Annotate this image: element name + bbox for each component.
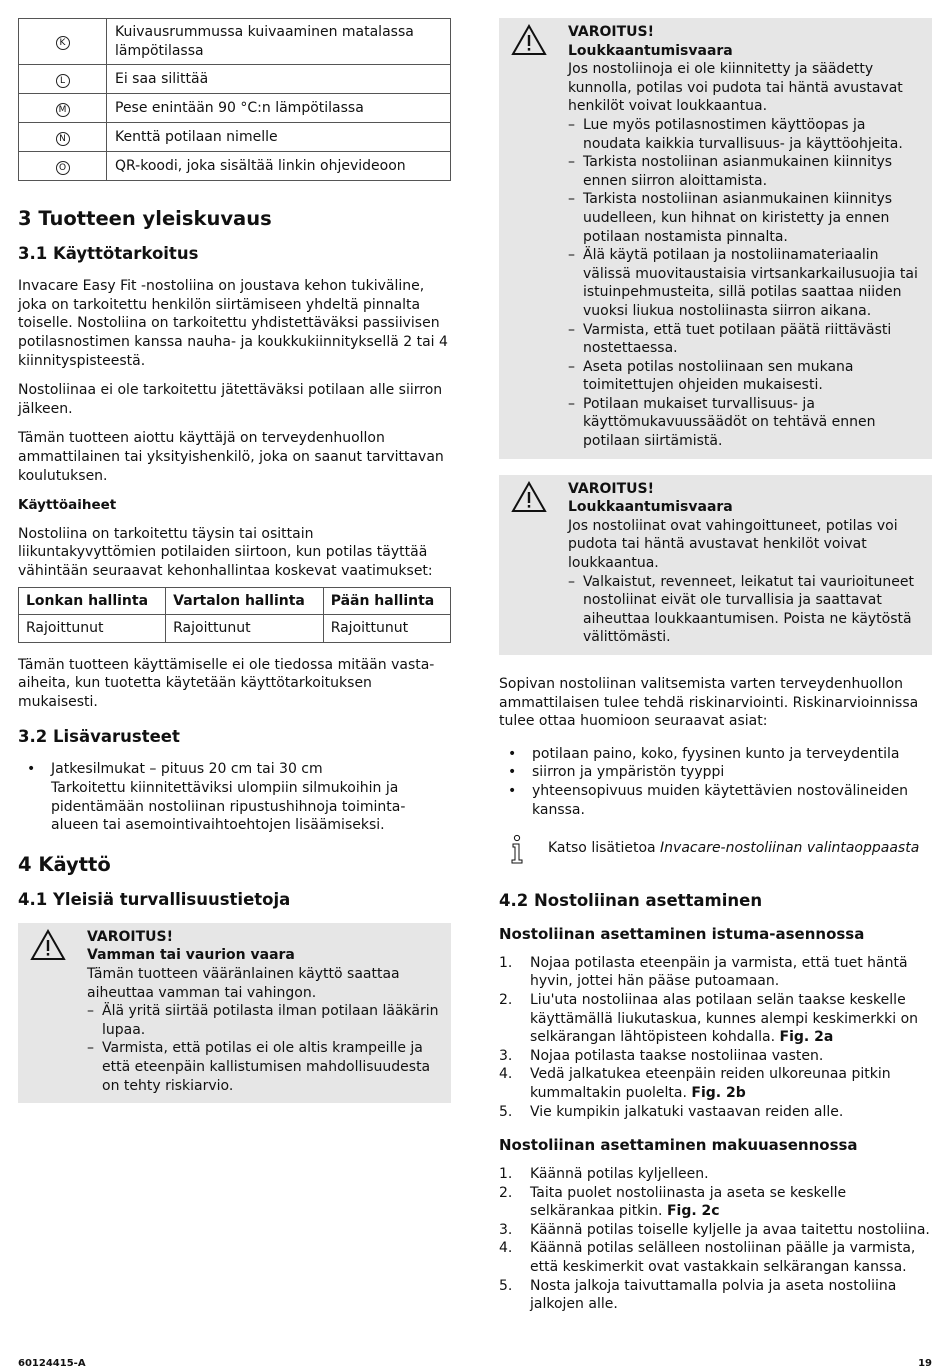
symbol-row — [19, 65, 451, 94]
table-cell: Rajoittunut — [323, 615, 450, 643]
intended-use-paragraph: Invacare Easy Fit -nostoliina on joustava kehon tukiväline, joka on tarkoitettu henkilön siirtämiseen yhdeltä pinnalta toiselle. Nostoliina on tarkoitettu yhdistettäväksi passiivisen potilasnostimen kanssa nauha- ja koukkukiinnityksellä 2 tai 4 kiinnityspisteestä. — [18, 278, 448, 369]
warning-box — [499, 18, 932, 459]
not-left-under-paragraph: Nostoliinaa ei ole tarkoitettu jätettäväksi potilaan alle siirron jälkeen. — [18, 382, 443, 417]
symbol-description: Kuivausrummussa kuivaaminen matalassa lämpötilassa — [107, 19, 451, 65]
list-item: – Potilaan mukaiset turvallisuus- ja käyttömukavuussäädöt on tehtävä ennen potilaan siirtämistä. — [568, 395, 876, 450]
note-reference: Invacare-nostoliinan valintaoppaasta — [660, 840, 920, 857]
table-cell: Rajoittunut — [166, 615, 324, 643]
warning-label: VAROITUS! — [87, 928, 173, 945]
list-item: 1. Nojaa potilasta eteenpäin ja varmista, että tuet häntä hyvin, jottei hän pääse putoamaan. — [499, 954, 908, 990]
right-column — [499, 18, 932, 1324]
document-id: 60124415-A — [18, 1358, 86, 1369]
list-item: – Varmista, että tuet potilaan päätä riittävästi nostettaessa. — [568, 321, 892, 357]
symbol-letter: K — [56, 36, 70, 50]
accessory-description: Tarkoitettu kiinnitettäviksi ulompiin silmukoihin ja pidentämään nostoliinan ripustushihnoja toiminta-alueen tai asemointivaihtoehtojen lisäämiseksi. — [51, 780, 406, 834]
list-item: 4. Käännä potilas selälleen nostoliinan päälle ja varmista, että keskimerkit ovat vastakkain selkärangan kanssa. — [499, 1240, 916, 1276]
left-column — [18, 18, 451, 1119]
lying-steps — [499, 1165, 932, 1314]
list-item: 3. Nojaa potilasta taakse nostoliinaa vasten. — [499, 1047, 824, 1064]
list-item: • yhteensopivuus muiden käytettävien nostovälineiden kanssa. — [508, 782, 909, 818]
warning-triangle-icon — [511, 24, 547, 62]
warning-text: Tämän tuotteen vääränlainen käyttö saattaa aiheuttaa vamman tai vahingon. — [87, 966, 400, 1001]
section-3-2-heading: 3.2 Lisävarusteet — [18, 727, 180, 747]
list-item: 2. Liu'uta nostoliinaa alas potilaan selän taakse keskelle käyttämällä liukutaskua, kunnes alempi keskimerkki on selkärangan lähtöpisteen kohdalla. Fig. 2a — [499, 991, 919, 1046]
warning-title: Loukkaantumisvaara — [568, 499, 733, 516]
symbol-row — [19, 123, 451, 152]
accessory-name: Jatkesilmukat – pituus 20 cm tai 30 cm — [51, 761, 323, 778]
symbol-description: Ei saa silittää — [107, 65, 451, 94]
warning-box — [499, 475, 932, 655]
list-item: 1. Käännä potilas kyljelleen. — [499, 1166, 709, 1183]
symbol-row — [19, 94, 451, 123]
list-item: – Aseta potilas nostoliinaan sen mukana toimitettujen ohjeiden mukaisesti. — [568, 358, 854, 394]
list-item: 2. Taita puolet nostoliinasta ja aseta se keskelle selkärankaa pitkin. Fig. 2c — [499, 1184, 847, 1220]
list-item: 3. Käännä potilas toiselle kyljelle ja avaa taitettu nostoliina. — [499, 1221, 930, 1238]
warning-items — [568, 116, 924, 451]
list-item: • Jatkesilmukat – pituus 20 cm tai 30 cm Tarkoitettu kiinnitettäviksi ulompiin silmukoihin ja pidentämään nostoliinan ripustushihnoja toiminta-alueen tai asemointivaihtoehtojen lisäämiseksi. — [18, 760, 451, 834]
symbol-letter: L — [56, 74, 70, 88]
warning-triangle-icon — [30, 929, 66, 967]
figure-reference: Fig. 2a — [779, 1029, 834, 1046]
indications-heading: Käyttöaiheet — [18, 497, 117, 514]
accessories-list — [18, 760, 451, 834]
control-requirements-table — [18, 587, 451, 643]
symbol-row — [19, 152, 451, 181]
page-number: 19 — [918, 1358, 932, 1369]
figure-reference: Fig. 2c — [666, 1203, 720, 1220]
warning-label: VAROITUS! — [568, 24, 654, 40]
list-item: 5. Nosta jalkoja taivuttamalla polvia ja aseta nostoliina jalkojen alle. — [499, 1277, 897, 1313]
warning-box — [18, 923, 451, 1103]
warning-text: Jos nostoliinoja ei ole kiinnitetty ja säädetty kunnolla, potilas voi pudota tai häntä avustavat henkilöt voivat loukkaantua. — [568, 61, 903, 115]
warning-triangle-icon — [511, 481, 547, 519]
list-item: – Älä käytä potilaan ja nostoliinamateriaalin välissä muovitaustaisia virtsankarkailusuojia tai istuinpehmusteita, sillä potilas saattaa niiden vuoksi liukua nostoliinasta siirron aikana. — [568, 247, 918, 319]
list-item: 4. Vedä jalkatukea eteenpäin reiden ulkoreunaa pitkin kummaltakin puolelta. Fig. 2b — [499, 1066, 891, 1101]
intended-user-paragraph: Tämän tuotteen aiottu käyttäjä on terveydenhuollon ammattilainen tai yksityishenkilö, joka on saanut tarvittavan koulutuksen. — [18, 430, 444, 484]
warning-label: VAROITUS! — [568, 480, 654, 497]
lying-heading: Nostoliinan asettaminen makuuasennossa — [499, 1136, 858, 1155]
list-item: 5. Vie kumpikin jalkatuki vastaavan reiden alle. — [499, 1103, 844, 1120]
warning-text: Jos nostoliinat ovat vahingoittuneet, potilas voi pudota tai häntä avustavat henkilöt voivat loukkaantua. — [568, 517, 898, 572]
list-item: – Lue myös potilasnostimen käyttöopas ja noudata kaikkia turvallisuus- ja käyttöohjeita. — [568, 116, 903, 152]
table-header: Lonkan hallinta — [19, 587, 166, 615]
figure-reference: Fig. 2b — [691, 1084, 746, 1101]
section-4-1-heading: 4.1 Yleisiä turvallisuustietoja — [18, 889, 291, 909]
section-4-2-heading: 4.2 Nostoliinan asettaminen — [499, 890, 763, 910]
list-item: • siirron ja ympäristön tyyppi — [508, 764, 725, 781]
section-4-heading: 4 Käyttö — [18, 852, 111, 876]
symbol-letter: M — [56, 103, 70, 117]
symbol-description: Pese enintään 90 °C:n lämpötilassa — [107, 94, 451, 123]
symbol-description: QR-koodi, joka sisältää linkin ohjevideoon — [107, 152, 451, 181]
warning-title: Vamman tai vaurion vaara — [87, 947, 295, 964]
list-item: • potilaan paino, koko, fyysinen kunto ja terveydentila — [508, 745, 900, 762]
seated-heading: Nostoliinan asettaminen istuma-asennossa — [499, 924, 865, 943]
list-item: – Tarkista nostoliinan asianmukainen kiinnitys ennen siirron aloittamista. — [568, 154, 893, 189]
table-header: Vartalon hallinta — [166, 587, 324, 615]
warning-items — [87, 1002, 443, 1095]
symbol-letter: N — [56, 132, 70, 146]
info-icon — [509, 834, 525, 870]
list-item: – Valkaistut, revenneet, leikatut tai vaurioituneet nostoliinat eivät ole turvallisia ja saattavat aiheuttaa loukkaantumisen. Poista ne käytöstä välittömästi. — [568, 573, 914, 646]
contraindications-paragraph: Tämän tuotteen käyttämiselle ei ole tiedossa mitään vasta-aiheita, kun tuotetta käytetään käyttötarkoituksen mukaisesti. — [18, 656, 435, 710]
risk-assessment-paragraph: Sopivan nostoliinan valitsemista varten terveydenhuollon ammattilaisen tulee tehdä riskinarviointi. Riskinarvioinnissa tulee ottaa huomioon seuraavat asiat: — [499, 676, 919, 730]
section-3-heading: 3 Tuotteen yleiskuvaus — [18, 207, 272, 231]
symbol-letter: O — [56, 161, 70, 175]
warning-items — [568, 573, 924, 647]
symbol-table — [18, 18, 451, 181]
list-item: – Varmista, että potilas ei ole altis krampeille ja että eteenpäin kallistumisen mahdollisuudesta on tehty riskiarvio. — [87, 1040, 431, 1094]
section-3-1-heading: 3.1 Käyttötarkoitus — [18, 244, 199, 264]
symbol-row — [19, 19, 451, 65]
indications-paragraph: Nostoliina on tarkoitettu täysin tai osittain liikuntakyvyttömien potilaiden siirtoon, kun potilas täyttää vähintään seuraavat kehonhallintaa koskevat vaatimukset: — [18, 525, 433, 579]
list-item: – Älä yritä siirtää potilasta ilman potilaan lääkärin lupaa. — [87, 1003, 439, 1038]
table-cell: Rajoittunut — [19, 615, 166, 643]
symbol-description: Kenttä potilaan nimelle — [107, 123, 451, 152]
risk-factors-list — [499, 745, 932, 819]
info-note — [499, 839, 932, 858]
warning-title: Loukkaantumisvaara — [568, 42, 733, 59]
list-item: – Tarkista nostoliinan asianmukainen kiinnitys uudelleen, kun hihnat on kiristetty ja ennen potilaan nostamista pinnalta. — [568, 191, 893, 245]
note-text: Katso lisätietoa — [548, 840, 661, 857]
seated-steps — [499, 954, 932, 1121]
table-header: Pään hallinta — [323, 587, 450, 615]
